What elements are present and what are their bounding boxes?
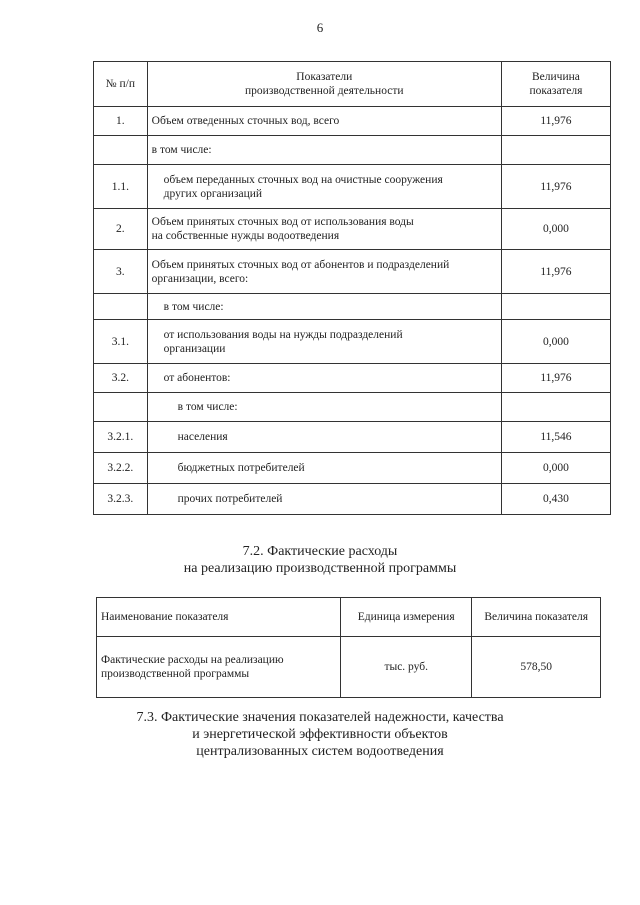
- page-number: 6: [316, 20, 324, 35]
- header-number: № п/п: [94, 62, 148, 107]
- table-row: [94, 484, 611, 515]
- cell-indicator: прочих потребителей: [147, 484, 501, 515]
- cell-value: 578,50: [472, 637, 601, 698]
- section-7-2-title-line1: 7.2. Фактические расходы: [242, 544, 398, 559]
- header-name: Наименование показателя: [97, 598, 341, 637]
- cell-indicator: Объем отведенных сточных вод, всего: [147, 107, 501, 136]
- cell-value: 11,976: [501, 107, 610, 136]
- table-row: [94, 393, 611, 422]
- cell-indicator: бюджетных потребителей: [147, 453, 501, 484]
- cell-number: 1.1.: [94, 165, 148, 209]
- table-row: [97, 637, 601, 698]
- section-7-3-title-line2: и энергетической эффективности объектов: [192, 727, 448, 742]
- cell-indicator: Объем принятых сточных вод от использования воды на собственные нужды водоотведения: [147, 209, 501, 250]
- actual-expenses-table: [96, 597, 601, 698]
- cell-number: 3.1.: [94, 320, 148, 364]
- cell-indicator: от абонентов:: [147, 364, 501, 393]
- expense-name: Фактические расходы на реализацию производственной программы: [101, 654, 284, 680]
- cell-number: [94, 294, 148, 320]
- section-7-3-title-line3: централизованных систем водоотведения: [196, 744, 444, 759]
- table-row: [94, 320, 611, 364]
- cell-name: [97, 637, 341, 698]
- cell-indicator: Объем принятых сточных вод от абонентов и подразделений организации, всего:: [147, 250, 501, 294]
- table-row: [94, 250, 611, 294]
- section-7-2-title-line2: на реализацию производственной программы: [183, 561, 457, 576]
- cell-number: 3.2.2.: [94, 453, 148, 484]
- table-header-row: [97, 598, 601, 637]
- cell-number: 3.2.: [94, 364, 148, 393]
- cell-value: 11,976: [501, 165, 610, 209]
- cell-number: [94, 136, 148, 165]
- cell-indicator: в том числе:: [147, 294, 501, 320]
- cell-number: 2.: [94, 209, 148, 250]
- cell-value: [501, 294, 610, 320]
- cell-value: 11,546: [501, 422, 610, 453]
- header-unit: Единица измерения: [340, 598, 471, 637]
- table-row: [94, 165, 611, 209]
- cell-indicator: от использования воды на нужды подразделений организации: [147, 320, 501, 364]
- cell-value: [501, 393, 610, 422]
- cell-value: 11,976: [501, 250, 610, 294]
- cell-indicator: в том числе:: [147, 393, 501, 422]
- cell-value: 0,000: [501, 209, 610, 250]
- cell-number: 1.: [94, 107, 148, 136]
- cell-indicator: в том числе:: [147, 136, 501, 165]
- cell-number: 3.2.1.: [94, 422, 148, 453]
- table-row: [94, 136, 611, 165]
- cell-value: 0,000: [501, 320, 610, 364]
- section-7-2-title: [0, 543, 640, 577]
- table-row: [94, 294, 611, 320]
- section-7-3-title: [0, 709, 640, 760]
- cell-number: [94, 393, 148, 422]
- table-header-row: [94, 62, 611, 107]
- header-indicators: Показатели производственной деятельности: [147, 62, 501, 107]
- header-value: Величина показателя: [472, 598, 601, 637]
- table-row: [94, 422, 611, 453]
- table-row: [94, 364, 611, 393]
- section-7-3-title-line1: 7.3. Фактические значения показателей надежности, качества: [136, 710, 504, 725]
- cell-value: 0,430: [501, 484, 610, 515]
- cell-value: 11,976: [501, 364, 610, 393]
- table-row: [94, 453, 611, 484]
- cell-value: 0,000: [501, 453, 610, 484]
- cell-number: 3.2.3.: [94, 484, 148, 515]
- cell-unit: тыс. руб.: [340, 637, 471, 698]
- production-indicators-table: [93, 61, 611, 515]
- cell-indicator: населения: [147, 422, 501, 453]
- cell-number: 3.: [94, 250, 148, 294]
- table-row: [94, 209, 611, 250]
- table-row: [94, 107, 611, 136]
- header-value: Величина показателя: [501, 62, 610, 107]
- cell-value: [501, 136, 610, 165]
- cell-indicator: объем переданных сточных вод на очистные сооружения других организаций: [147, 165, 501, 209]
